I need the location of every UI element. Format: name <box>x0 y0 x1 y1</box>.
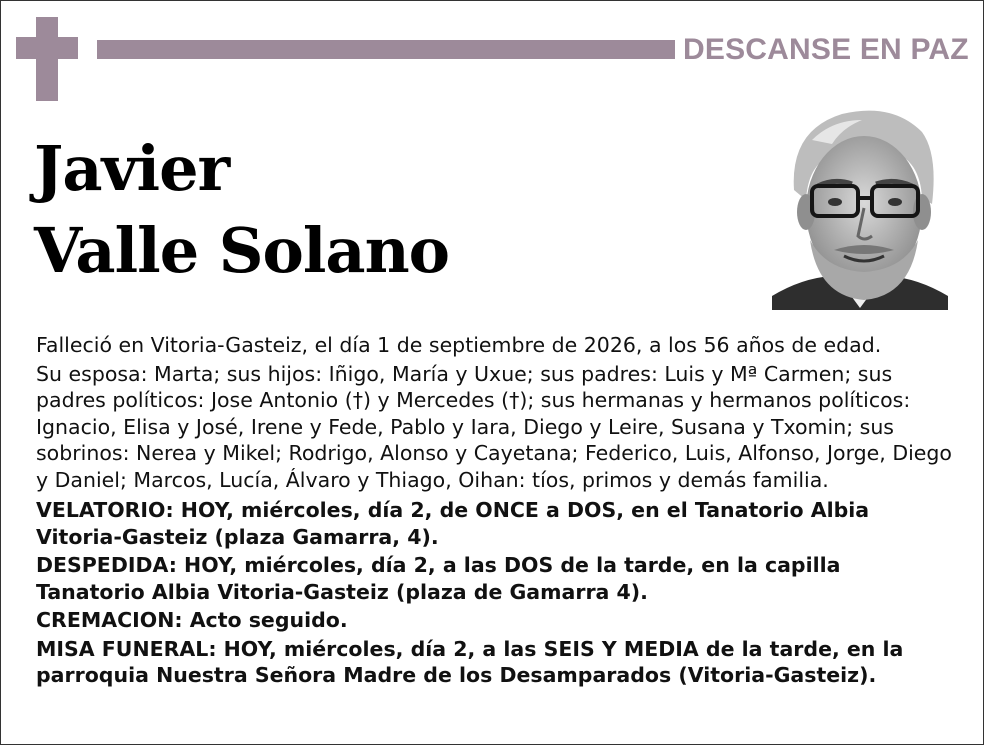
event-funeral-mass: MISA FUNERAL: HOY, miércoles, día 2, a las SEIS Y MEDIA de la tarde, en la parroquia Nuestra Señora Madre de los Desamparados (Vitoria-Gasteiz). <box>36 636 904 687</box>
event-farewell: DESPEDIDA: HOY, miércoles, día 2, a las DOS de la tarde, en la capilla Tanatorio Albia Vitoria-Gasteiz (plaza de Gamarra 4). <box>36 553 841 604</box>
rest-in-peace-banner: DESCANSE EN PAZ <box>683 33 969 66</box>
cross-vertical-bar <box>36 17 58 101</box>
header-rule <box>97 40 675 59</box>
event-cremation: CREMACION: Acto seguido. <box>36 608 348 632</box>
event-wake: VELATORIO: HOY, miércoles, día 2, de ONCE a DOS, en el Tanatorio Albia Vitoria-Gasteiz (plaza Gamarra, 4). <box>36 498 870 549</box>
death-statement: Falleció en Vitoria-Gasteiz, el día 1 de septiembre de 2026, a los 56 años de edad. <box>36 333 882 357</box>
deceased-first-name: Javier <box>34 132 230 205</box>
cross-horizontal-bar <box>16 37 78 59</box>
deceased-portrait <box>772 100 948 310</box>
deceased-surnames: Valle Solano <box>34 214 450 287</box>
deceased-name <box>34 128 734 292</box>
family-list: Su esposa: Marta; sus hijos: Iñigo, María y Uxue; sus padres: Luis y Mª Carmen; sus padres políticos: Jose Antonio (†) y Mercedes (†); sus hermanas y hermanos políticos: Ignacio, Elisa y José, Irene y Fede, Pablo y Iara, Diego y Leire, Susana y Txomin; sus sobrinos: Nerea y Mikel; Rodrigo, Alonso y Cayetana; Federico, Luis, Alfonso, Jorge, Diego y Daniel; Marcos, Lucía, Álvaro y Thiago, Oihan: tíos, primos y demás familia. <box>36 361 952 492</box>
notice-body <box>36 332 956 691</box>
portrait-image <box>772 100 948 310</box>
